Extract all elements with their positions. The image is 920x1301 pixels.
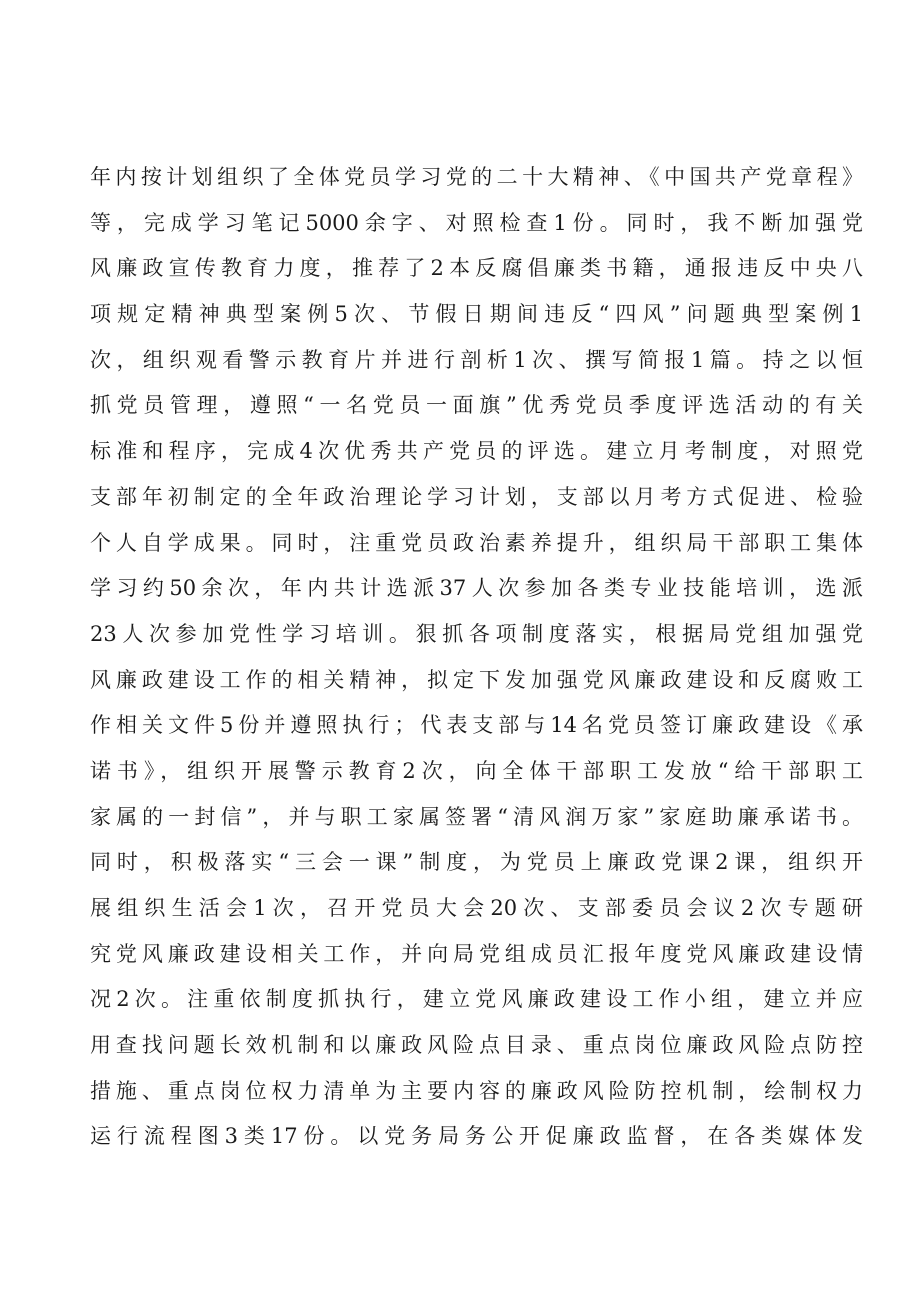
paragraph-line: 风廉政宣传教育力度，推荐了2本反腐倡廉类书籍，通报违反中央八 xyxy=(90,256,863,281)
paragraph-line: 用查找问题长效机制和以廉政风险点目录、重点岗位廉政风险点防控 xyxy=(90,1033,863,1058)
paragraph-line: 等，完成学习笔记5000余字、对照检查1份。同时，我不断加强党 xyxy=(90,210,863,235)
paragraph-line: 展组织生活会1次，召开党员大会20次、支部委员会议2次专题研 xyxy=(90,896,863,920)
paragraph-line: 抓党员管理，遵照“一名党员一面旗”优秀党员季度评选活动的有关 xyxy=(90,393,863,418)
paragraph-line: 措施、重点岗位权力清单为主要内容的廉政风险防控机制，绘制权力 xyxy=(90,1078,863,1103)
paragraph-line: 诺书》，组织开展警示教育2次，向全体干部职工发放“给干部职工 xyxy=(90,758,863,783)
paragraph-line: 风廉政建设工作的相关精神，拟定下发加强党风廉政建设和反腐败工 xyxy=(90,667,863,692)
paragraph-line: 同时，积极落实“三会一课”制度，为党员上廉政党课2课，组织开 xyxy=(90,850,863,875)
paragraph-line: 个人自学成果。同时，注重党员政治素养提升，组织局干部职工集体 xyxy=(90,530,863,555)
paragraph-line: 项规定精神典型案例5次、节假日期间违反“四风”问题典型案例1 xyxy=(90,302,863,327)
paragraph-line: 运行流程图3类17份。以党务局务公开促廉政监督，在各类媒体发 xyxy=(90,1124,863,1149)
paragraph-line: 况2次。注重依制度抓执行，建立党风廉政建设工作小组，建立并应 xyxy=(90,987,863,1012)
paragraph-line: 次，组织观看警示教育片并进行剖析1次、撰写简报1篇。持之以恒 xyxy=(90,347,863,372)
paragraph-line: 家属的一封信”，并与职工家属签署“清风润万家”家庭助廉承诺书。 xyxy=(90,804,863,829)
paragraph-line: 标准和程序，完成4次优秀共产党员的评选。建立月考制度，对照党 xyxy=(90,439,863,464)
document-body xyxy=(90,155,863,1160)
paragraph-line: 23人次参加党性学习培训。狠抓各项制度落实，根据局党组加强党 xyxy=(90,621,863,646)
paragraph-line: 年内按计划组织了全体党员学习党的二十大精神、《中国共产党章程》 xyxy=(90,165,863,189)
paragraph-line: 作相关文件5份并遵照执行；代表支部与14名党员签订廉政建设《承 xyxy=(90,713,863,738)
paragraph-line: 学习约50余次，年内共计选派37人次参加各类专业技能培训，选派 xyxy=(90,576,863,601)
paragraph-line: 支部年初制定的全年政治理论学习计划，支部以月考方式促进、检验 xyxy=(90,484,863,509)
paragraph-line: 究党风廉政建设相关工作，并向局党组成员汇报年度党风廉政建设情 xyxy=(90,941,863,966)
